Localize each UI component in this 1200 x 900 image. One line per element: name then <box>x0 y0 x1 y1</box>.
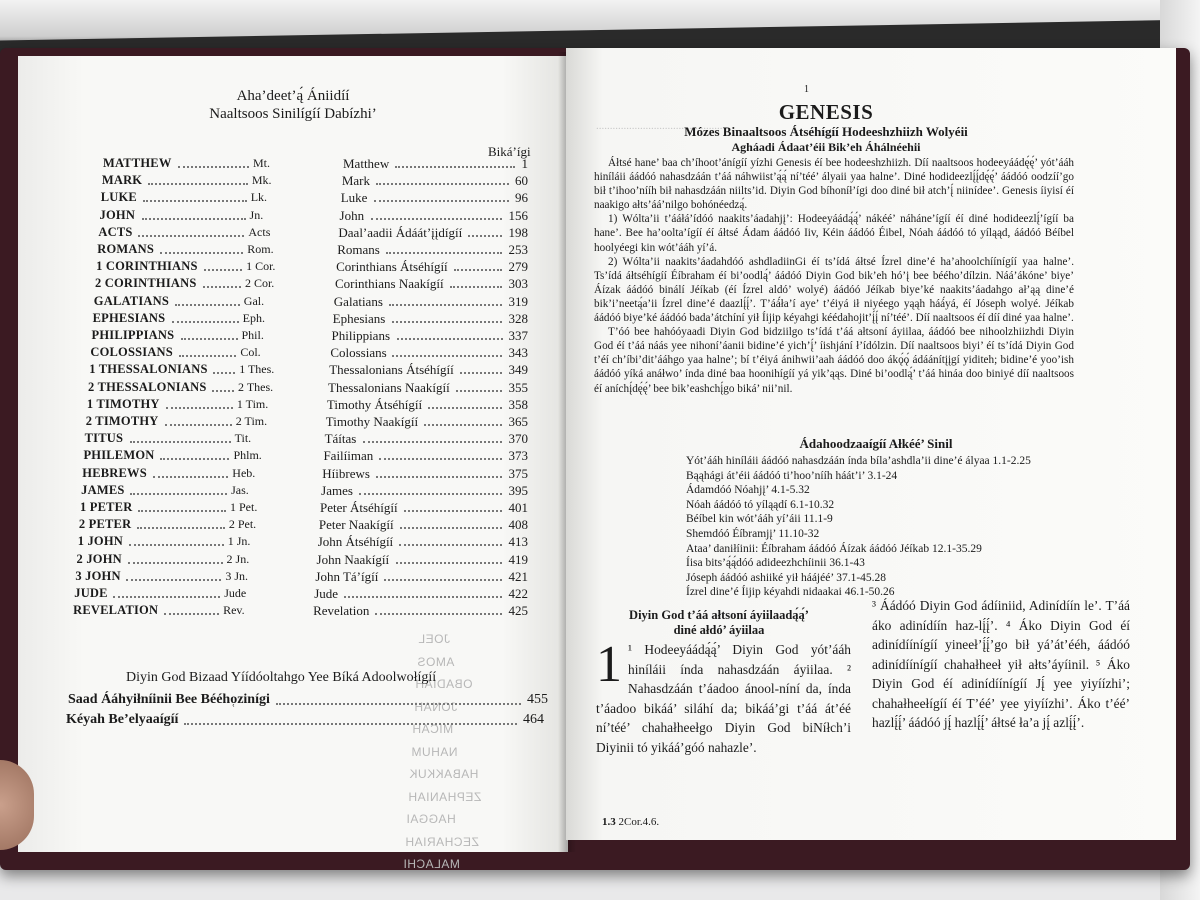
toc-subtitle: Naaltsoos Sinilígíí Dabízhi’ <box>209 106 377 122</box>
intro-text <box>594 156 1074 396</box>
toc-book-name: COLOSSIANS <box>90 345 173 360</box>
page-number: 1 <box>804 84 809 95</box>
bleed-through-word: ZEPHANIAH <box>407 789 481 804</box>
toc-page-number: 413 <box>508 534 528 550</box>
toc-navajo-title: John Tá’ígíí <box>315 568 379 584</box>
toc-leader-dots <box>376 183 509 185</box>
toc-abbreviation: 2 Pet. <box>228 517 257 532</box>
toc-row <box>83 448 528 464</box>
right-page: ................................................ 1 GENESIS Mózes Binaaltsoos Átséhígíí Hodeeshzhiizh Wolyéii Agháadi Ádaat’éii Bik’eh Áhálnéehii Áłtsé hane’ baa ch’íhoot’ánígíí yízhi Genesis éí bee hodeeshzhiizh. Díí naaltsoos hodeeyáádę́ę́’ yót’ááh hiníláii áádóó nahasdzáán t’áá náhwiist’ą́ą́ ní’téé’ ályaii yaa halne’. Diné hodideezlį́į́dę́ę́’ áádóó oodzíí’go bił t’ihoo’nííh bił nahasdzáán niilts’id. Diyin God bíhoníł’ígi doo diné bił atch’į́ niinídee’. Genesis íiyisí éí naakigo ałts’áá’nilgo bohónéedzą́. 1) Wólta’ii t’ááłá’ídóó naakits’áadahjį’: Hodeeyáádą́ą́’ nákéé’ náháne’ígíí éí diné hodideezlį́’ígíí ba hane’. Bee ha’oolta’ígíí éí áłtsé Ádam áádóó Iiv, Kéin áádóó Éibel, Nóah áádóó tó yíląąd, áádóó Béíbel hoolyéegi kin wót’ááh yí’á. 2) Wólta’ii naakits’áadahdóó ashdladiinGi éí ts’ídá áłtsé Ízrel dine’é ha’ahoolchíínígíí yaa halne’. Ts’ídá áłtséhígíí Éíbraham éí bi’oodlą́’ áádóó Diyin God bik’eh hó’į bee béého’dílzin. Náá’ákóne’ biye’ Áízak áádóó binálí Jéíkab (éí Ízrel aldó’ wolyé) áádóó Jéíkab biye’ké naakits’áadahgo ał’ąą dine’é bik’i’neetą́a’ii Ízrel dine’é daazlį́į́’. T’áá́ła’í aye’ t’éiyá ił niyéego yąąh háá́yá, éí Jóseph wolyé. Jéíkab áádóó biye’ké áádóó bada’átchíní yił Íijip kéyahgi kéédahojit’į́į́ ní’téé’. Díí naaltsoos éí díí diné yaa halne’. T’óó bee hahóóyaadi Diyin God bidziilgo ts’ídá t’áá ałtsoní áyiilaa, áádóó bee nihoolzhiizhdi Diyin God éí t’áá náás yee nihoní’áanii bidine’é yich’į́’ íishjání ł’ídólzin. Díí naaltsoos biyi’ éí ts’ídá Diyin God t’éí ch’íbi’dit’ááhgo yaa halne’; bí t’éiyá ánihwii’aah áádóó doo ákǫ́ǫ́ ádáánítįįgí yiditeh; bidine’é yoo’ish áádóó yíká anáłwo’ índa diné baa hoonihígíí yá yik’ąąs. Diné bi’oodlą́’ t’áá hináa doo biniyé díí naaltsoos éí aníchį́dę́ę́’ bee bik’eashchį́go biká’ nii’nil. Ádahoodzaaígíí Ałkéé’ Sinil Yót’ááh hiníláii áádóó nahasdzáán índa bíla’ashdla’ii dine’é ályaa 1.1-2.25 Bąąhági át’éii áádóó ti’hoo’nííh háát’i’ 3.1-24 Ádamdóó Nóahjį’ 4.1-5.32 Nóah áádóó tó yíląądí 6.1-10.32 Béíbel kin wót’ááh yí’áii 11.1-9 Shemdóó Éíbramjį’ 11.10-32 Ataa’ daniłíinii: Éíbraham áádóó Áízak áádóó Jéíkab 12.1-35.29 Íisa bits’ą́ą́dóó adideezhchíinii 36.1-43 Jóseph áádóó ashiiké yił háájéé’ 37.1-45.28 Ízrel dine’é Íijip kéyahdi nidaakai 46.1-50.26 Diyin God t’áá ałtsoní áyiilaadą́ą́’ diné ałdó’ áyiilaa 1 ¹ Hodeeyáádą́ą́’ Diyin God yót’ááh hiníláii índa nahasdzáán áyiilaa. ² Nahasdzáán t’áadoo ánool-níní da, índa t’áadoo bikáá’ siláhí da; bikáá’gi t’áá át’éé ní’téé’ chahałheełgo Diyin God biNíłch’i Diyinii tó yikáá’góó nahazle’. ³ Áádóó Diyin God ádíiniid, Adinídíín le’. T’áá áko adinídíín haz-lį́į́’. ⁴ Áko Diyin God éí adinídíínígíí yineeł’į́į́’go bił yá’át’ééh, áádóó adinídíínígíí chahałheeł yił ałts’áyíinil. ⁵ Áko Diyin God éí adinídíínígíí Jį́ yee yiyíízhi’; chahałheełígíí éí T’ééʼ yee yiyíízhi’. Áko t’ééʼ hazlį́į́’ áádóó jį́ hazlį́į́’ áłtsé ła’a jį́ azlį́į́’. 1.3 2Cor.4.6. <box>566 48 1176 840</box>
bleed-through-word: NAHUM <box>410 744 457 759</box>
toc-abbreviation: 1 Thes. <box>239 362 275 377</box>
toc-abbreviation: Heb. <box>232 465 256 480</box>
toc-book-name: 2 JOHN <box>76 551 122 566</box>
toc-page-number: 303 <box>508 276 528 292</box>
toc-row <box>98 225 528 241</box>
toc-navajo-title: Táítas <box>324 431 357 447</box>
toc-page-number: 337 <box>508 328 528 343</box>
toc-leader-dots <box>203 286 241 288</box>
intro-paragraph: 2) Wólta’ii naakits’áadahdóó ashdladiinGi éí ts’ídá áłtsé Ízrel dine’é ha’ahoolchíínígíí yaa halne’. Ts’ídá áłtséhígíí Éíbraham éí bi’oodlą́’ áádóó Diyin God bik’eh hó’į bee béého’dílzin. Náá’ákóne’ biye’ Áízak áádóó binálí Jéíkab (éí Ízrel aldó’ wolyé) áádóó Jéíkab biye’ké naakits’áadahgo ał’ąą dine’é bik’i’neetą́a’ii Ízrel dine’é daazlį́į́’. T’áá́ła’í aye’ t’éiyá ił niyéego yąąh háá́yá, éí Jóseph wolyé. Jéíkab áádóó biye’ké áádóó bada’átchíní yił Íijip kéyahgi kéédahojit’į́į́ ní’téé’. Díí naaltsoos éí díí diné yaa halne’. <box>594 255 1074 325</box>
bleed-through-word: JOEL <box>418 632 451 646</box>
toc-leader-dots <box>460 372 502 374</box>
toc-book-name: PHILEMON <box>83 448 155 463</box>
toc-navajo-title: Timothy Átséhígíí <box>326 396 423 412</box>
toc-book-name: 1 JOHN <box>77 534 123 549</box>
toc-abbreviation: Tit. <box>234 431 252 446</box>
bleed-through-word: AMOS <box>416 654 454 669</box>
toc-navajo-title: Daal’aadii Ádáát’įįdígíí <box>338 224 463 240</box>
outline-item: Ataa’ daniłíinii: Éíbraham áádóó Áízak áádóó Jéíkab 12.1-35.29 <box>686 542 982 555</box>
toc-row <box>82 466 528 482</box>
toc-leader-dots <box>468 235 502 237</box>
toc-navajo-title: Timothy Naakígíí <box>325 414 419 429</box>
toc-page-number: 349 <box>508 362 528 378</box>
toc-abbreviation: Rom. <box>247 242 274 256</box>
toc-row <box>96 259 528 275</box>
chapter-number: 1 <box>596 636 622 693</box>
toc-row <box>92 328 529 344</box>
toc-navajo-title: Jude <box>314 586 339 601</box>
toc-leader-dots <box>397 338 503 340</box>
toc-abbreviation: 1 Jn. <box>227 534 251 549</box>
toc-row <box>102 173 528 189</box>
toc-page-number: 198 <box>508 224 528 240</box>
toc-page-number: 355 <box>508 379 528 395</box>
toc-book-name: 1 CORINTHIANS <box>96 259 198 274</box>
toc-leader-dots <box>379 458 502 460</box>
toc-extra-name: Saad Ááhyiłníinii Bee Béého̜zinígi <box>68 692 270 707</box>
toc-abbreviation: 2 Thes. <box>238 379 274 394</box>
toc-leader-dots <box>371 218 502 220</box>
toc-page-number: 328 <box>508 310 528 326</box>
outline-item: Íisa bits’ą́ą́dóó adideezhchíinii 36.1-43 <box>686 557 865 570</box>
toc-abbreviation: Col. <box>240 345 261 360</box>
toc-book-name: HEBREWS <box>82 465 147 480</box>
outline-list <box>686 454 1106 600</box>
toc-page-number: 425 <box>508 603 528 619</box>
toc-leader-dots <box>424 424 502 426</box>
toc-page-number: 319 <box>508 293 528 309</box>
toc-book-name: ROMANS <box>97 242 155 256</box>
toc-navajo-title: Corinthians Naakígíí <box>334 276 444 292</box>
toc-extra-row <box>68 692 548 710</box>
toc-abbreviation: 1 Pet. <box>230 500 258 514</box>
toc-page-number: 408 <box>508 517 528 533</box>
toc-book-name: 3 JOHN <box>75 568 121 583</box>
toc-abbreviation: Jude <box>224 586 247 600</box>
intro-paragraph: T’óó bee hahóóyaadi Diyin God bidziilgo ts’ídá t’áá ałtsoní áyiilaa, áádóó bee nihoolzhiizhdi Diyin God éí t’áá náás yee nihoní’áanii bidine’é yich’į́’ íishjání ł’ídólzin. Díí naaltsoos biyi’ éí ts’ídá Diyin God t’éí ch’íbi’dit’ááhgo yaa halne’; bí t’éiyá ánihwii’aah áádóó doo ákǫ́ǫ́ ádáánítįįgí yiditeh; bidine’é yoo’ish áádóó yíká anáłwo’ índa diné baa hoonihígíí yá yik’ąąs. Diné bi’oodlą́’ t’áá hináa doo biniyé díí naaltsoos éí aníchį́dę́ę́’ bee bik’eashchį́go biká’ nii’nil. <box>594 326 1074 395</box>
toc-page-number: 395 <box>508 482 528 498</box>
toc-leader-dots <box>143 200 247 202</box>
toc-row <box>79 517 528 533</box>
toc-leader-dots <box>178 166 249 168</box>
toc-leader-dots <box>399 544 502 546</box>
toc-navajo-title: Revelation <box>313 603 370 619</box>
toc-leader-dots <box>400 527 502 529</box>
bleed-through-word: JONAH <box>413 699 457 714</box>
toc-navajo-title: John Átséhígíí <box>317 534 394 550</box>
toc-page-number: 419 <box>508 551 528 567</box>
book-subtitle: Mózes Binaaltsoos Átséhígíí Hodeeshzhiizh Wolyéii <box>684 124 968 139</box>
toc-abbreviation: Rev. <box>223 603 245 618</box>
toc-abbreviation: Acts <box>248 224 271 239</box>
toc-extra-row <box>66 712 544 730</box>
toc-abbreviation: Lk. <box>250 190 268 205</box>
toc-navajo-title: John <box>339 207 365 223</box>
toc-book-name: GALATIANS <box>93 293 169 308</box>
bleed-through-word: OBADIAH <box>415 677 473 691</box>
toc-row <box>89 362 528 378</box>
toc-navajo-title: Luke <box>340 190 368 206</box>
toc-page-number: 421 <box>508 568 528 584</box>
toc-row <box>81 483 528 499</box>
book-title: GENESIS <box>778 100 874 124</box>
toc-book-name: PHILIPPIANS <box>91 328 175 342</box>
toc-row <box>95 276 528 292</box>
toc-navajo-title: Philippians <box>331 328 391 343</box>
toc-book-name: 2 CORINTHIANS <box>94 276 197 291</box>
toc-navajo-title: Híibrews <box>322 465 370 481</box>
toc-page-number: 60 <box>514 173 528 189</box>
toc-abbreviation: 1 Cor. <box>246 259 276 274</box>
toc-leader-dots <box>160 252 243 254</box>
toc-row <box>87 397 528 413</box>
toc-subheading: Diyin God Bizaad Yíídóoltahgo Yee Bíká Adoolwołígíí <box>126 670 437 685</box>
toc-book-name: 1 THESSALONIANS <box>89 362 208 377</box>
intro-paragraph: Áłtsé hane’ baa ch’íhoot’ánígíí yízhi Genesis éí bee hodeeshzhiizh. Díí naaltsoos hodeeyáádę́ę́’ yót’ááh hiníláii áádóó nahasdzáán t’áá náhwiist’ą́ą́ ní’téé’ ályaii yaa halne’. Diné hodideezlį́į́dę́ę́’ áádóó oodzíí’go bił t’ihoo’nííh bił nahasdzáán niilts’id. Diyin God bíhoníł’ígi doo diné bił atch’į́ niinídee’. Genesis íiyisí éí naakigo ałts’áá’nilgo bohónéedzą́. <box>594 157 1074 212</box>
toc-book-name: 1 TIMOTHY <box>86 396 160 411</box>
toc-row <box>73 603 528 619</box>
toc-book-name: REVELATION <box>73 603 159 618</box>
toc-abbreviation: 2 Jn. <box>226 551 250 566</box>
toc-abbreviation: Mk. <box>251 173 272 188</box>
toc-extra-page: 464 <box>523 712 544 727</box>
toc-book-name: ACTS <box>98 224 133 239</box>
toc-page-number: 253 <box>508 242 528 257</box>
toc-row <box>103 156 528 172</box>
toc-leader-dots <box>456 390 502 392</box>
toc-leader-dots <box>213 372 235 374</box>
outline-item: Béíbel kin wót’ááh yí’áii 11.1-9 <box>686 513 833 526</box>
bleed-through-word: ZECHARIAH <box>404 834 479 849</box>
toc-abbreviation: Phil. <box>241 328 264 342</box>
toc-abbreviation: 1 Tim. <box>236 396 269 411</box>
toc-leader-dots <box>160 458 229 460</box>
toc-leader-dots <box>392 355 502 357</box>
toc-navajo-title: Romans <box>337 242 380 257</box>
outline-item: Nóah áádóó tó yíląądí 6.1-10.32 <box>686 498 835 511</box>
toc-navajo-title: Ephesians <box>332 310 386 326</box>
toc-navajo-title: Peter Naakígíí <box>318 517 394 533</box>
bleed-through-word: MICAH <box>412 722 454 736</box>
toc-book-name: MATTHEW <box>103 156 172 170</box>
toc-leader-dots <box>212 390 234 392</box>
toc-leader-dots <box>450 286 502 288</box>
toc-row <box>75 569 528 585</box>
toc-abbreviation: Phlm. <box>233 448 262 463</box>
toc-leader-dots <box>359 493 502 495</box>
toc-row <box>86 414 528 430</box>
toc-leader-dots <box>375 613 502 615</box>
toc-abbreviation: Eph. <box>242 310 265 325</box>
toc-leader-dots <box>389 304 502 306</box>
toc-abbreviation: Jas. <box>231 482 249 497</box>
toc-leader-dots <box>428 407 502 409</box>
toc-page-number: 1 <box>521 156 528 171</box>
toc-book-name: LUKE <box>100 190 137 205</box>
text-column-2 <box>872 596 1130 733</box>
intro-heading: Agháadi Ádaat’éii Bik’eh Áhálnéehii <box>731 140 921 154</box>
bleed-through-word: MALACHI <box>403 857 460 871</box>
toc-book-name: 1 PETER <box>80 500 133 514</box>
toc-book-name: JUDE <box>74 586 108 600</box>
toc-leader-dots <box>175 304 240 306</box>
toc-navajo-title: Thessalonians Naakígíí <box>328 379 450 395</box>
toc-leader-dots <box>344 596 502 598</box>
toc-abbreviation: 2 Tim. <box>235 414 268 428</box>
toc-navajo-title: Matthew <box>343 156 390 171</box>
toc-leader-dots <box>142 218 246 220</box>
toc-abbreviation: 2 Cor. <box>244 276 275 291</box>
toc-leader-dots <box>128 562 223 564</box>
outline-heading: Ádahoodzaaígíí Ałkéé’ Sinil <box>799 436 953 451</box>
toc-leader-dots <box>181 338 238 340</box>
toc-abbreviation: Mt. <box>253 156 271 170</box>
toc-navajo-title: James <box>321 482 353 498</box>
toc-leader-dots <box>165 424 232 426</box>
toc-row <box>97 242 528 258</box>
toc-leader-dots <box>392 321 502 323</box>
toc-leader-dots <box>204 269 242 271</box>
toc-navajo-title: Mark <box>341 173 371 189</box>
toc-leader-dots <box>137 527 225 529</box>
toc-leader-dots <box>130 441 231 443</box>
toc-page-number: 343 <box>508 345 528 361</box>
toc-leader-dots <box>384 579 502 581</box>
toc-navajo-title: Galatians <box>333 293 383 309</box>
toc-leader-dots <box>376 476 502 478</box>
toc-row <box>78 534 528 550</box>
left-page <box>18 56 568 871</box>
toc-leader-dots <box>396 562 502 564</box>
verse-text-2: ³ Áádóó Diyin God ádíiniid, Adinídíín le’. T’áá áko adinídíín haz-lį́į́’. ⁴ Áko Diyin God éí adinídíínígíí yineeł’į́į́’go bił yá’át’ééh, áádóó adinídíínígíí chahałheeł yił ałts’áyíinil. ⁵ Áko Diyin God éí adinídíínígíí Jį́ yee yiyíízhi’; chahałheełígíí éí T’ééʼ yee yiyíízhi’. Áko t’ééʼ hazlį́į́’ áádóó jį́ hazlį́į́’ áłtsé ła’a jį́ azlį́į́’. <box>872 598 1130 730</box>
toc-page-column-header: Biká’ígi <box>488 144 531 159</box>
toc-row <box>90 345 528 361</box>
outline-item: Shemdóó Éíbramjį’ 11.10-32 <box>686 527 820 540</box>
toc-leader-dots <box>166 407 233 409</box>
footnote: 1.3 2Cor.4.6. <box>602 816 660 828</box>
toc-book-name: JOHN <box>99 207 136 222</box>
toc-title: Aha’deet’ą́ Ániidíí <box>236 88 350 104</box>
toc-page-number: 370 <box>508 431 528 447</box>
toc-navajo-title: Thessalonians Átséhígíí <box>329 362 454 378</box>
toc-leader-dots <box>172 321 239 323</box>
toc-navajo-title: Peter Átséhígíí <box>320 500 398 515</box>
toc-page-number: 156 <box>508 207 528 223</box>
intro-paragraph: 1) Wólta’ii t’ááłá’ídóó naakits’áadahjį’: Hodeeyáádą́ą́’ nákéé’ náháne’ígíí éí diné hodideezlį́’ígíí ba hane’. Bee ha’oolta’ígíí éí áłtsé Ádam áádóó Iiv, Kéin áádóó Éibel, Nóah áádóó tó yíląąd, áádóó Béíbel hoolyéegi kin wót’ááh yí’á. <box>594 213 1074 254</box>
toc-book-name: EPHESIANS <box>92 310 166 325</box>
bleed-through-word: HABAKKUK <box>409 767 479 781</box>
toc-book-name: 2 TIMOTHY <box>85 414 159 428</box>
toc-leader-dots <box>164 613 219 615</box>
section-heading: Diyin God t’áá ałtsoní áyiilaadą́ą́’ diné ałdó’ áyiilaa <box>629 608 809 637</box>
toc-leader-dots <box>148 183 248 185</box>
toc-leader-dots <box>395 166 515 168</box>
toc-abbreviation: Gal. <box>243 293 265 308</box>
toc-navajo-title: Corinthians Átséhígíí <box>336 259 448 275</box>
toc-row <box>101 190 528 206</box>
toc-page-number: 422 <box>508 586 528 601</box>
toc-row <box>77 552 528 568</box>
toc-leader-dots <box>404 510 502 512</box>
toc-extra-name: Kéyah Be’elyaaígíí <box>66 712 179 727</box>
toc-abbreviation: 3 Jn. <box>225 568 249 583</box>
toc-row <box>85 431 528 447</box>
toc-leader-dots <box>126 579 221 581</box>
text-column-1 <box>596 636 851 757</box>
toc-book-name: 2 PETER <box>78 517 132 532</box>
toc-extra-page: 455 <box>527 692 548 707</box>
toc-navajo-title: John Naakígíí <box>316 551 390 567</box>
toc-navajo-title: Colossians <box>330 345 387 361</box>
toc-row <box>88 380 528 396</box>
toc-row <box>100 208 528 224</box>
toc-leader-dots <box>363 441 502 443</box>
outline-item: Jóseph áádóó ashiiké yił háájéé’ 37.1-45.28 <box>686 571 887 584</box>
toc-leader-dots <box>138 510 226 512</box>
toc-leader-dots <box>179 355 236 357</box>
toc-leader-dots <box>130 493 227 495</box>
toc-leader-dots <box>454 269 502 271</box>
verse-text-1: ¹ Hodeeyáádą́ą́’ Diyin God yót’ááh hiníláii índa nahasdzáán áyiilaa. ² Nahasdzáán t’áadoo ánool-níní da, índa t’áadoo bikáá’ siláhí da; bikáá’gi t’áá át’éé ní’téé’ chahałheełgo Diyin God biNíłch’i Diyinii tó yikáá’góó nahazle’. <box>596 642 851 755</box>
toc-row <box>80 500 528 516</box>
toc-page-number: 96 <box>514 190 528 206</box>
toc-book-name: 2 THESSALONIANS <box>88 379 207 394</box>
toc-abbreviation: Jn. <box>249 207 264 222</box>
outline-item: Yót’ááh hiníláii áádóó nahasdzáán índa bíla’ashdla’ii dine’é ályaa 1.1-2.25 <box>686 455 1031 467</box>
toc-page-number: 375 <box>508 465 528 481</box>
toc-leader-dots <box>153 476 228 478</box>
toc-row <box>94 294 528 310</box>
toc-leader-dots <box>129 544 224 546</box>
toc-navajo-title: Failíiman <box>323 448 374 464</box>
toc-leader-dots <box>386 252 502 254</box>
outline-item: Ádamdóó Nóahjį’ 4.1-5.32 <box>686 484 810 497</box>
toc-row <box>74 586 528 602</box>
toc-row <box>93 311 528 327</box>
outline-item: Ízrel dine’é Íijip kéyahdi nidaakai 46.1-50.26 <box>686 586 895 599</box>
toc-page-number: 373 <box>508 448 528 464</box>
toc-leader-dots <box>138 235 244 237</box>
toc-book-name: MARK <box>101 173 143 188</box>
toc-page-number: 365 <box>508 414 528 429</box>
toc-leader-dots <box>184 723 517 725</box>
bleed-through-word: HAGGAI <box>406 812 456 826</box>
toc-page-number: 279 <box>508 259 528 275</box>
toc-leader-dots <box>113 596 220 598</box>
toc-leader-dots <box>276 703 521 705</box>
toc-book-name: JAMES <box>81 482 125 497</box>
toc-book-name: TITUS <box>84 431 124 446</box>
toc-page-number: 401 <box>508 500 528 515</box>
toc-page-number: 358 <box>508 396 528 412</box>
toc-leader-dots <box>374 200 509 202</box>
outline-item: Bąąhági át’éii áádóó ti’hoo’nííh háát’i’ 3.1-24 <box>686 469 898 482</box>
